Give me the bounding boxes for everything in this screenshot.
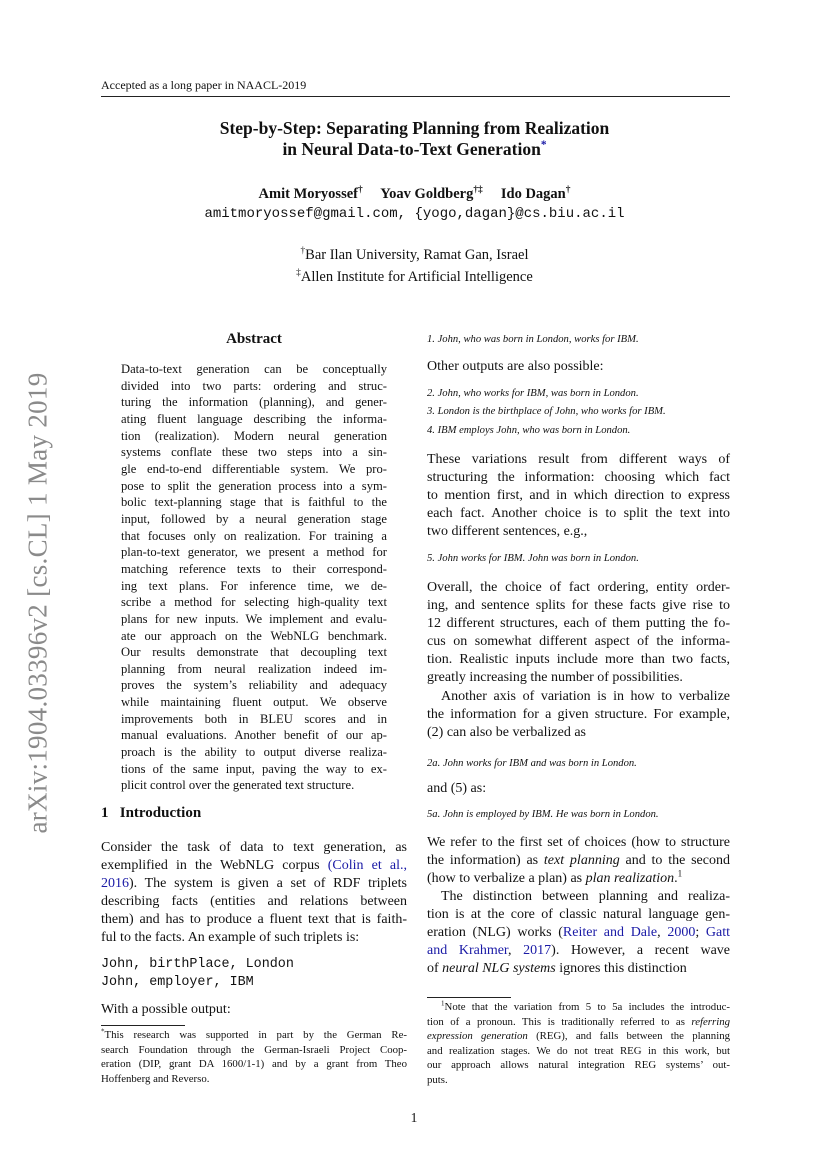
text-line — [101, 857, 407, 875]
text-line — [121, 394, 387, 411]
affiliation — [100, 269, 729, 286]
text-line — [121, 711, 387, 728]
text-segment: Note that the variation from 5 to 5a includes the introduc- — [444, 1001, 730, 1013]
citation-link[interactable]: Gatt — [705, 925, 730, 940]
text-segment: The distinction between planning and realiza- — [441, 889, 730, 904]
text-segment: ; — [695, 925, 706, 940]
text-segment: (how to verbalize a plan) as — [427, 871, 586, 886]
text-segment: greatly increasing the number of possibilities. — [427, 670, 683, 685]
text-segment: input, followed by a neural generation stage — [121, 511, 387, 526]
text-line — [427, 688, 730, 706]
text-line — [121, 628, 387, 645]
citation-link[interactable]: (Colin et al., — [327, 858, 407, 873]
footnote-rule — [101, 1025, 185, 1026]
arxiv-stamp: arXiv:1904.03396v2 [cs.CL] 1 May 2019 — [22, 372, 53, 834]
page-number: 1 — [410, 1110, 418, 1125]
author-mark: † — [565, 185, 571, 196]
text-segment: eration (DIP, grant DA 1600/1-1) and by a grant from Theo — [101, 1058, 407, 1070]
paragraph-other-outputs: Other outputs are also possible: — [427, 359, 604, 374]
section-title: Introduction — [119, 805, 202, 821]
text-line — [121, 694, 387, 711]
text-line — [427, 870, 730, 888]
text-line — [121, 594, 387, 611]
triplet: John, birthPlace, London — [101, 957, 294, 972]
text-line — [121, 761, 387, 778]
text-segment: plans for new inputs. We implement and evalu- — [121, 611, 387, 626]
paragraph-overall — [427, 579, 730, 687]
example-4: 4. IBM employs John, who was born in London. — [427, 425, 631, 436]
text-segment: 12 different structures, each of them putting the fo- — [427, 616, 730, 631]
emphasis: expression generation — [427, 1030, 528, 1042]
text-segment: (REG), and falls between the planning — [527, 1030, 730, 1042]
text-line — [121, 361, 387, 378]
text-line — [427, 724, 730, 742]
text-line — [121, 777, 387, 794]
text-segment: and realization stages. We do not treat REG in this work, but — [427, 1044, 730, 1057]
footnote-funding — [101, 1028, 407, 1086]
example-5: 5. John works for IBM. John was born in London. — [427, 553, 639, 564]
emphasis: plan realization — [585, 871, 675, 886]
paper-title-line-1: Step-by-Step: Separating Planning from Realization — [219, 118, 610, 138]
text-line — [427, 1000, 730, 1015]
text-segment: Another axis of variation is in how to verbalize — [441, 689, 730, 704]
text-segment: while maintaining fluent output. We observe — [121, 695, 387, 710]
text-segment: gle end-to-end differentiable system. We pro- — [121, 461, 387, 476]
footnote-mark: * — [101, 1027, 105, 1036]
text-segment: Data-to-text generation can be conceptually — [121, 362, 387, 376]
footnote-mark: 1 — [441, 999, 445, 1008]
text-line — [427, 651, 730, 669]
text-line — [427, 469, 730, 487]
section-number: 1 — [101, 805, 109, 821]
text-line — [121, 677, 387, 694]
example-3: 3. London is the birthplace of John, who works for IBM. — [427, 406, 666, 417]
citation-link[interactable]: and Krahmer — [427, 943, 509, 958]
text-segment: search Foundation through the German-Israeli Project Coop- — [101, 1043, 407, 1056]
text-segment: improvements both in BLEU scores and in — [121, 711, 387, 726]
text-segment: We refer to the first set of choices (how to structure — [427, 835, 730, 850]
citation-link[interactable]: 2017 — [523, 943, 552, 958]
text-line — [121, 428, 387, 445]
text-segment: , — [508, 943, 524, 958]
text-segment: our approach allows natural integration REG systems’ out- — [427, 1059, 730, 1071]
text-line — [121, 611, 387, 628]
text-segment: , — [657, 925, 668, 940]
paragraph-and-5: and (5) as: — [427, 781, 487, 796]
text-line — [121, 461, 387, 478]
text-segment: and to the second — [619, 853, 730, 868]
text-line — [101, 875, 407, 893]
text-segment: tion (realization). Modern neural generation — [121, 428, 387, 443]
text-line — [121, 444, 387, 461]
text-line — [427, 834, 730, 852]
author-mark: †‡ — [473, 185, 483, 196]
text-line — [427, 906, 730, 924]
paragraph-distinction — [427, 888, 730, 978]
text-line — [427, 1029, 730, 1044]
abstract-body — [121, 361, 387, 794]
emphasis: referring — [691, 1015, 730, 1028]
affiliation-text: Bar Ilan University, Ramat Gan, Israel — [305, 247, 529, 263]
text-line — [427, 1015, 730, 1030]
text-line — [427, 1044, 730, 1059]
text-line — [427, 451, 730, 469]
text-line — [427, 1058, 730, 1073]
text-line — [121, 661, 387, 678]
text-segment: structuring the information: choosing which fact — [427, 470, 730, 485]
footnote-rule — [427, 997, 511, 998]
intro-paragraph-2 — [101, 1001, 407, 1019]
title-footnote-mark[interactable]: * — [540, 139, 547, 152]
text-segment: turing the information (planning), and gener- — [121, 395, 387, 410]
paragraph-we-refer — [427, 834, 730, 888]
text-segment: bolic text-planning stage that is faithful to the — [121, 495, 387, 510]
text-line — [101, 1001, 407, 1019]
text-segment: systems conflate these two steps into a sin- — [121, 445, 387, 460]
venue-note: Accepted as a long paper in NAACL-2019 — [101, 78, 307, 92]
text-segment: plicit control over the generated text structure. — [121, 778, 355, 793]
rdf-triplets — [101, 956, 294, 992]
citation-link[interactable]: Reiter and Dale — [562, 925, 658, 940]
text-segment: plan-to-text generator, we present a method for — [121, 545, 387, 560]
section-heading-introduction — [101, 805, 201, 822]
example-2a: 2a. John works for IBM and was born in London. — [427, 758, 637, 769]
text-segment: Overall, the choice of fact ordering, entity order- — [427, 580, 730, 595]
text-segment: ate our approach on the WebNLG benchmark. — [121, 628, 387, 643]
text-segment: tion is at the core of classic natural language gen- — [427, 907, 730, 922]
text-segment: proves the system’s reliability and adequacy — [121, 678, 387, 693]
text-line — [121, 727, 387, 744]
text-line — [121, 528, 387, 545]
text-line — [121, 378, 387, 395]
affiliation — [100, 247, 729, 264]
text-segment: eration (NLG) works ( — [427, 925, 563, 940]
header-rule — [101, 96, 730, 97]
text-line — [121, 544, 387, 561]
text-segment: of — [427, 961, 443, 976]
emphasis: text planning — [543, 853, 620, 868]
text-segment: describing facts (entities and relations between — [101, 894, 407, 909]
text-line — [427, 706, 730, 724]
text-line — [427, 487, 730, 505]
text-segment: (2) can also be verbalized as — [427, 725, 586, 740]
text-segment: matching reference texts to their correspond- — [121, 561, 387, 576]
text-line — [121, 511, 387, 528]
title-text: in Neural Data-to-Text Generation — [282, 139, 541, 159]
text-line — [121, 644, 387, 661]
text-segment: them) and has to produce a fluent text that is faith- — [101, 912, 407, 927]
triplet: John, employer, IBM — [101, 975, 254, 990]
paragraph-another-axis — [427, 688, 730, 742]
footnote-1 — [427, 1000, 730, 1087]
text-segment: exemplified in the WebNLG corpus — [101, 858, 328, 873]
text-line — [101, 1043, 407, 1058]
text-line — [427, 960, 730, 978]
text-segment: scribe a method for selecting high-quality text — [121, 595, 387, 610]
text-line — [121, 411, 387, 428]
text-segment: tion. Realistic inputs include more than two facts, — [427, 652, 730, 667]
author-mark: † — [358, 185, 363, 196]
author-name: Ido Dagan — [500, 186, 566, 202]
text-segment: Hoffenberg and Reverso. — [101, 1072, 210, 1085]
affiliation-mark: ‡ — [296, 268, 301, 279]
text-segment: to mention first, and in which direction to express — [427, 488, 730, 503]
example-1: 1. John, who was born in London, works for IBM. — [427, 334, 639, 345]
text-segment: proach is the ability to output diverse realiza- — [121, 745, 387, 760]
text-line — [427, 633, 730, 651]
text-line — [121, 578, 387, 595]
text-line — [101, 839, 407, 857]
text-line — [101, 929, 407, 947]
text-line — [101, 1028, 407, 1043]
paragraph-variations — [427, 451, 730, 541]
text-segment: ating fluent language describing the informa- — [121, 411, 387, 426]
text-segment: Consider the task of data to text generation, as — [101, 840, 407, 855]
abstract-heading: Abstract — [226, 331, 282, 347]
text-segment: that focuses only on realization. For training a — [121, 528, 387, 543]
author-name: Amit Moryossef — [258, 186, 358, 202]
text-line — [121, 494, 387, 511]
text-segment: ing, and sentence splits for these facts give rise to — [427, 598, 730, 613]
text-segment: two different sentences, e.g., — [427, 524, 588, 539]
footnote-mark: 1 — [677, 868, 683, 879]
text-line — [427, 579, 730, 597]
affiliation-mark: † — [300, 246, 306, 257]
text-line — [427, 597, 730, 615]
author-list — [100, 186, 729, 203]
text-segment: This research was supported in part by the German Re- — [104, 1029, 407, 1041]
text-line — [101, 893, 407, 911]
text-line — [121, 478, 387, 495]
text-line — [427, 852, 730, 870]
text-line — [427, 888, 730, 906]
text-segment: divided into two parts: ordering and struc- — [121, 378, 387, 393]
text-line — [101, 911, 407, 929]
text-segment: manual evaluations. Another benefit of our ap- — [121, 728, 387, 743]
emphasis: neural NLG systems — [442, 961, 556, 976]
text-line — [427, 505, 730, 523]
text-segment: With a possible output: — [101, 1002, 231, 1017]
text-segment: tion of a pronoun. This is traditionally referred to as — [427, 1015, 692, 1028]
text-segment: the information) as — [427, 853, 544, 868]
text-line — [121, 561, 387, 578]
text-segment: pose to split the generation process into a sym- — [121, 478, 387, 493]
text-segment — [427, 1001, 441, 1013]
text-segment: cus on somewhat different aspect of the informa- — [427, 634, 730, 649]
text-segment: . — [674, 871, 678, 886]
example-2: 2. John, who works for IBM, was born in London. — [427, 388, 639, 399]
text-segment: each fact. Another choice is to split the text into — [427, 506, 730, 521]
text-line — [427, 523, 730, 541]
paper-title-line-2 — [100, 139, 729, 160]
text-segment: ). The system is given a set of RDF triplets — [129, 876, 407, 891]
example-5a: 5a. John is employed by IBM. He was born in London. — [427, 809, 659, 820]
text-segment: ful to the facts. An example of such triplets is: — [101, 930, 360, 945]
text-segment: the information for a given structure. For example, — [427, 707, 730, 722]
affiliation-text: Allen Institute for Artificial Intelligence — [300, 269, 533, 285]
text-segment: tions of the same input, paving the way to ex- — [121, 761, 387, 776]
text-segment: ). However, a recent wave — [551, 943, 731, 958]
author-emails: amitmoryossef@gmail.com, {yogo,dagan}@cs.biu.ac.il — [204, 206, 625, 222]
text-line — [101, 1057, 407, 1072]
text-segment: Our results demonstrate that decoupling text — [121, 645, 387, 660]
text-line — [101, 1072, 407, 1087]
text-segment: puts. — [427, 1073, 448, 1086]
text-line — [121, 744, 387, 761]
text-line — [427, 1073, 730, 1088]
text-segment: ignores this distinction — [555, 961, 687, 976]
text-line — [427, 924, 730, 942]
intro-paragraph-1 — [101, 839, 407, 947]
author-name: Yoav Goldberg — [380, 186, 474, 202]
citation-link[interactable]: 2016 — [101, 876, 129, 891]
citation-link[interactable]: 2000 — [667, 925, 696, 940]
text-line — [427, 942, 730, 960]
text-line — [427, 669, 730, 687]
text-segment: ing text plans. For inference time, we de- — [121, 578, 387, 593]
text-line — [427, 615, 730, 633]
text-segment: These variations result from different ways of — [427, 452, 730, 467]
text-segment: planning from neural realization indeed im- — [121, 661, 387, 676]
